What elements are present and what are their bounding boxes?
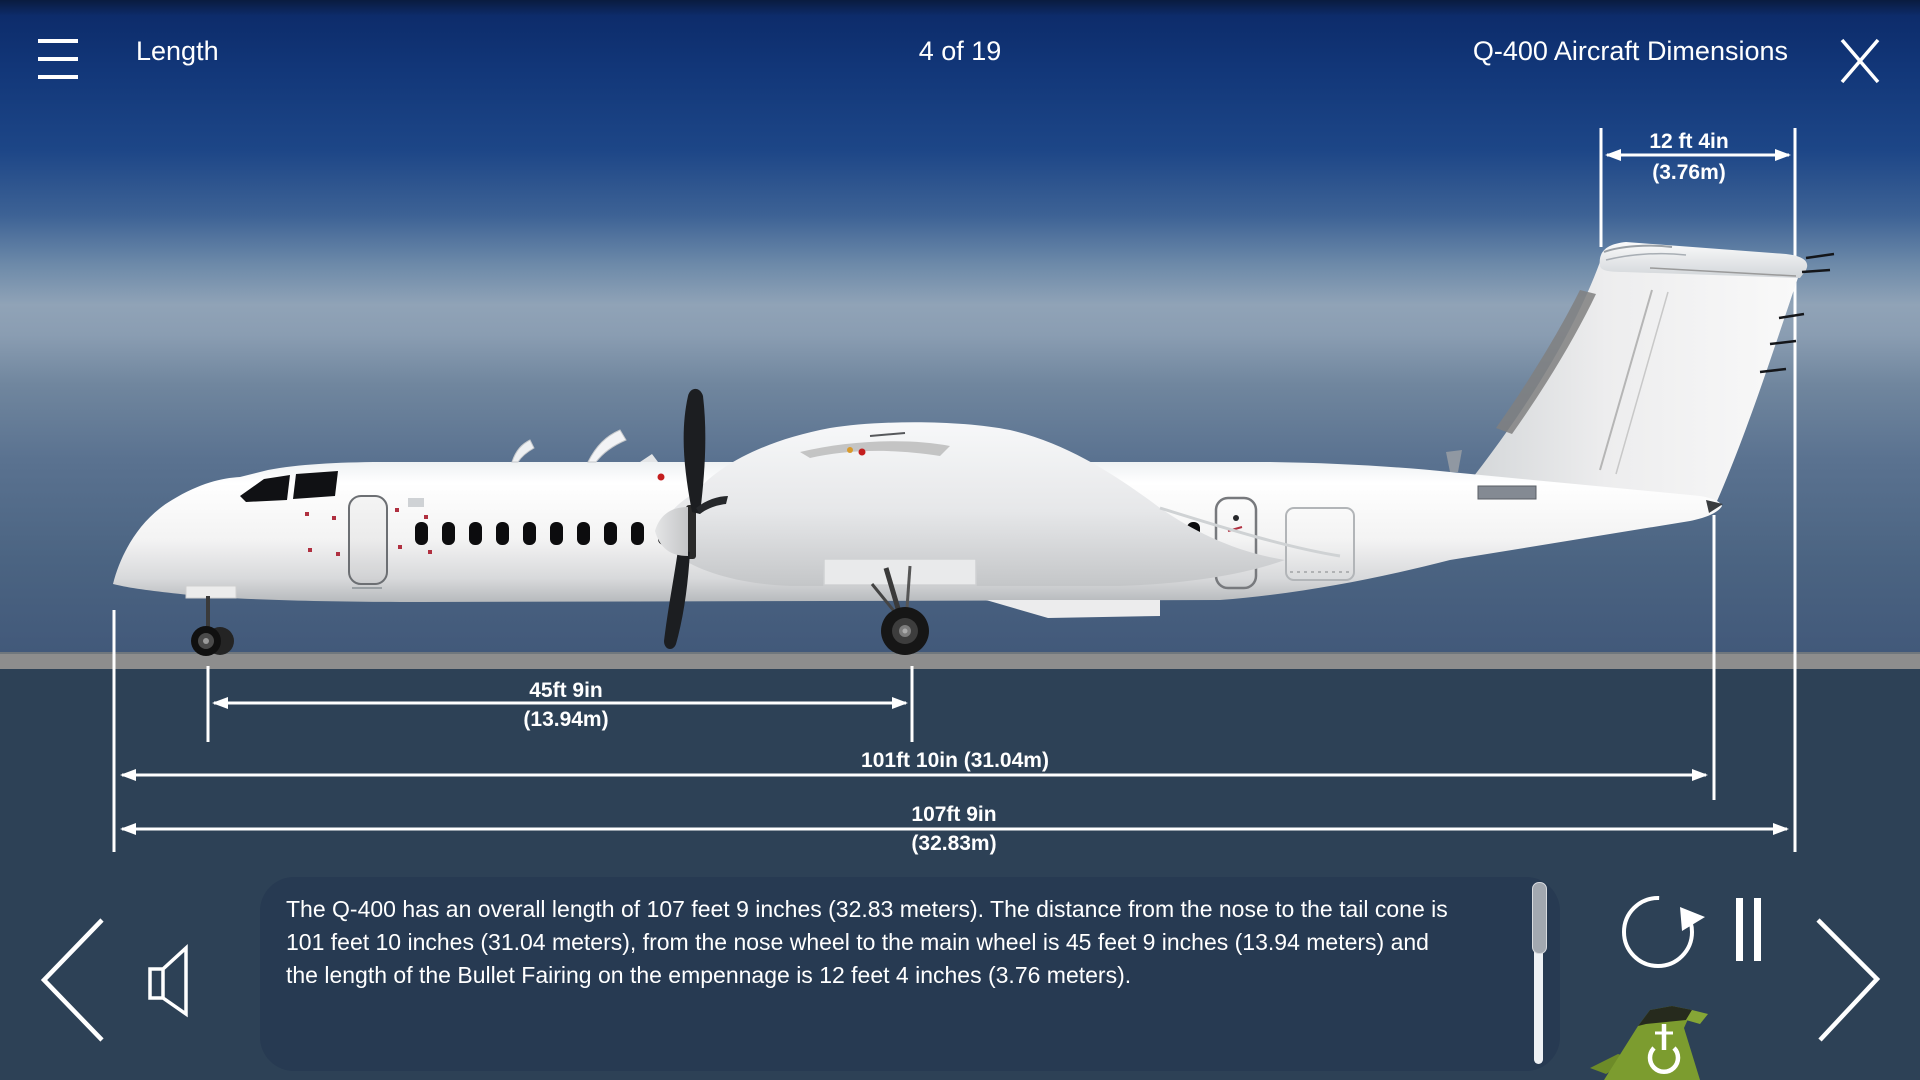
speaker-icon[interactable] <box>140 938 200 1023</box>
dim-bullet-fairing-metric: (3.76m) <box>1652 161 1726 184</box>
section-label: Length <box>136 36 219 66</box>
pause-icon[interactable] <box>1728 890 1772 970</box>
dim-overall-metric: (32.83m) <box>911 832 997 855</box>
page-title: Q-400 Aircraft Dimensions <box>1472 36 1788 66</box>
dim-overall-imperial: 107ft 9in <box>911 803 997 826</box>
replay-icon[interactable] <box>1606 886 1710 978</box>
chevron-right-icon[interactable] <box>1806 908 1891 1053</box>
hamburger-icon[interactable] <box>38 36 82 82</box>
page-indicator: 4 of 19 <box>918 36 1002 66</box>
dim-bullet-fairing-imperial: 12 ft 4in <box>1649 130 1729 153</box>
green-tail-logo <box>1588 998 1718 1080</box>
caption-scrollbar-thumb[interactable] <box>1532 882 1547 954</box>
close-icon[interactable] <box>1834 36 1886 86</box>
caption-panel <box>260 877 1560 1071</box>
dim-wheelbase-imperial: 45ft 9in <box>529 679 603 702</box>
dim-wheelbase-metric: (13.94m) <box>523 708 609 731</box>
dim-nose-to-tail-cone: 101ft 10in (31.04m) <box>861 749 1049 772</box>
caption-text: The Q-400 has an overall length of 107 feet 9 inches (32.83 meters). The distance from the nose to the tail cone is 101 feet 10 inches (31.04 meters), from the nose wheel to the main wheel is 45 feet 9 inches (13.94 meters) and the length of the Bullet Fairing on the empennage is 12 feet 4 inches (3.76 meters). <box>286 896 1448 988</box>
chevron-left-icon[interactable] <box>30 908 115 1053</box>
